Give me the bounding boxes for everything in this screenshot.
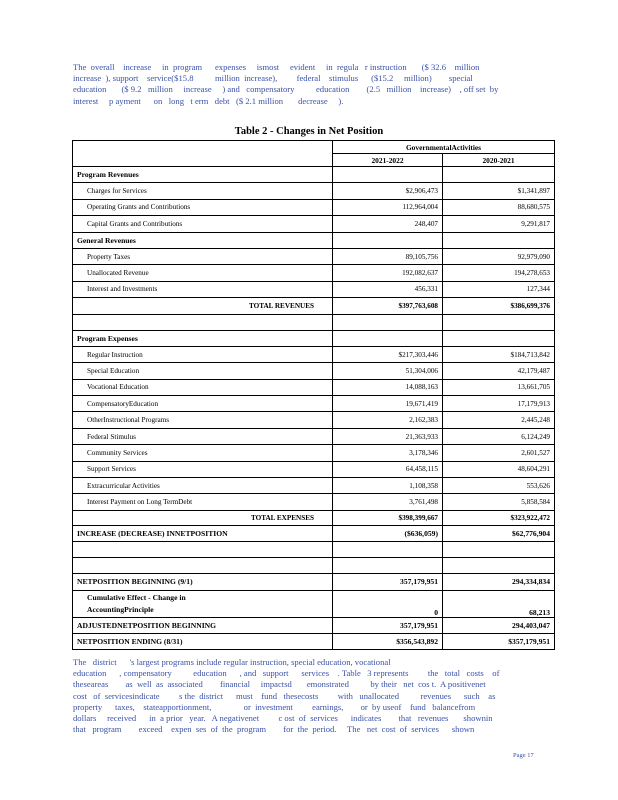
text-line: theseareas as well as associated financial impactsd emonstrated by their net cos t. A positivenet [73, 679, 486, 690]
row-current: 14,088,163 [333, 379, 443, 395]
text-line: education , compensatory education , and support services . Table 3 represents the total costs of [73, 668, 500, 679]
cumulative-label-line: AccountingPrinciple [87, 604, 154, 614]
row-current: 3,761,498 [333, 494, 443, 510]
total-expenses-row [73, 510, 555, 525]
row-current: 89,105,756 [333, 248, 443, 264]
beginning-current: 357,179,951 [333, 574, 443, 590]
row-prior: 13,661,705 [443, 379, 555, 395]
header-blank [73, 154, 333, 167]
row-label: Extracurricular Activities [73, 478, 333, 494]
row-label: Special Education [73, 363, 333, 379]
table-row [73, 216, 555, 232]
row-prior: 2,445,248 [443, 412, 555, 428]
row-current: 112,964,004 [333, 199, 443, 215]
row-label: Community Services [73, 445, 333, 461]
table-row [73, 396, 555, 412]
table-row [73, 412, 555, 428]
ending-prior: $357,179,951 [443, 633, 555, 649]
total-expenses-label: TOTAL EXPENSES [73, 510, 333, 525]
row-current: 51,304,006 [333, 363, 443, 379]
total-revenues-current: $397,763,608 [333, 298, 443, 314]
text-line: The overall increase in program expenses ismost evident in regula r instruction ($ 32.6 million [73, 62, 480, 72]
table-row [73, 183, 555, 199]
table-title: Table 2 - Changes in Net Position [234, 126, 384, 137]
row-label: Capital Grants and Contributions [73, 216, 333, 232]
intro-paragraph [73, 62, 543, 107]
row-label: Unallocated Revenue [73, 265, 333, 281]
change-prior: $62,776,904 [443, 525, 555, 541]
adjusted-net-position-row [73, 617, 555, 633]
row-prior: 194,278,653 [443, 265, 555, 281]
row-prior: $184,713,842 [443, 346, 555, 362]
header-row-group [73, 141, 555, 154]
row-prior: 553,626 [443, 478, 555, 494]
row-current: 456,331 [333, 281, 443, 297]
total-revenues-prior: $386,699,376 [443, 298, 555, 314]
section-row [73, 330, 555, 346]
row-current: 19,671,419 [333, 396, 443, 412]
row-prior: 6,124,249 [443, 428, 555, 444]
header-row-years [73, 154, 555, 167]
row-prior: 5,858,584 [443, 494, 555, 510]
text-line: education ($ 9.2 million increase ) and compensatory education (2.5 million increase) , off set by [73, 84, 499, 95]
table-row [73, 199, 555, 215]
row-label: Vocational Education [73, 379, 333, 395]
cumulative-prior: 68,213 [443, 590, 555, 617]
row-prior: $1,341,897 [443, 183, 555, 199]
row-current: 1,108,358 [333, 478, 443, 494]
ending-current: $356,543,892 [333, 633, 443, 649]
table-row [73, 363, 555, 379]
table-row [73, 281, 555, 297]
page-number: Page 17 [513, 752, 534, 759]
spacer-row [73, 558, 555, 574]
adjusted-prior: 294,403,047 [443, 617, 555, 633]
row-current: 3,178,346 [333, 445, 443, 461]
row-label: Property Taxes [73, 248, 333, 264]
row-label: OtherInstructional Programs [73, 412, 333, 428]
ending-net-position-row [73, 633, 555, 649]
group-header: GovernmentalActivities [333, 141, 555, 154]
net-position-table [72, 140, 555, 650]
total-revenues-label: TOTAL REVENUES [73, 298, 333, 314]
row-prior: 127,344 [443, 281, 555, 297]
table-row [73, 265, 555, 281]
row-current: 192,082,637 [333, 265, 443, 281]
row-current: 248,407 [333, 216, 443, 232]
header-blank [73, 141, 333, 154]
beginning-prior: 294,334,834 [443, 574, 555, 590]
cumulative-label-line: Cumulative Effect - Change in [87, 592, 186, 602]
text-line: interest p ayment on long t erm debt ($ 2.1 million decrease ). [73, 95, 344, 106]
row-label: Operating Grants and Contributions [73, 199, 333, 215]
text-line: dollars received in a prior year. A negativenet c ost of services indicates that revenues shownin [73, 713, 493, 724]
row-prior: 9,291,817 [443, 216, 555, 232]
text-line: cost of servicesindicate s the district must fund thesecosts with unallocated revenues such as [73, 690, 496, 701]
table-row [73, 379, 555, 395]
row-prior: 17,179,913 [443, 396, 555, 412]
row-prior: 88,680,575 [443, 199, 555, 215]
total-expenses-current: $398,399,667 [333, 510, 443, 525]
row-label: Interest Payment on Long TermDebt [73, 494, 333, 510]
table-row [73, 248, 555, 264]
cumulative-current: 0 [333, 590, 443, 617]
adjusted-current: 357,179,951 [333, 617, 443, 633]
table-row [73, 478, 555, 494]
table-row [73, 428, 555, 444]
row-label: Support Services [73, 461, 333, 477]
table-row [73, 461, 555, 477]
change-current: ($636,059) [333, 525, 443, 541]
section-row [73, 167, 555, 183]
table-row [73, 445, 555, 461]
row-label: Federal Stimulus [73, 428, 333, 444]
adjusted-label: ADJUSTEDNETPOSITION BEGINNING [73, 617, 333, 633]
text-line: that program exceed expen ses of the program for the period. The net cost of services shown [73, 724, 475, 735]
cumulative-label [73, 590, 333, 617]
row-label: CompensatoryEducation [73, 396, 333, 412]
row-current: $2,906,473 [333, 183, 443, 199]
row-label: Interest and Investments [73, 281, 333, 297]
total-revenues-row [73, 298, 555, 314]
section-row [73, 232, 555, 248]
row-label: Regular Instruction [73, 346, 333, 362]
row-prior: 48,604,291 [443, 461, 555, 477]
change-in-net-position-row [73, 525, 555, 541]
section-heading: Program Expenses [73, 330, 333, 346]
year-prior-header: 2020-2021 [443, 154, 555, 167]
row-current: 64,458,115 [333, 461, 443, 477]
beginning-net-position-row [73, 574, 555, 590]
year-current-header: 2021-2022 [333, 154, 443, 167]
spacer-row [73, 542, 555, 558]
section-heading: Program Revenues [73, 167, 333, 183]
row-current: 2,162,383 [333, 412, 443, 428]
text-line: increase ), support service($15.8 million increase), federal stimulus ($15.2 million) special [73, 73, 473, 84]
ending-label: NETPOSITION ENDING (8/31) [73, 633, 333, 649]
row-current: 21,363,933 [333, 428, 443, 444]
spacer-row [73, 314, 555, 330]
cumulative-effect-row [73, 590, 555, 617]
row-prior: 42,179,487 [443, 363, 555, 379]
table-row [73, 346, 555, 362]
row-prior: 92,979,090 [443, 248, 555, 264]
total-expenses-prior: $323,922,472 [443, 510, 555, 525]
change-label: INCREASE (DECREASE) INNETPOSITION [73, 525, 333, 541]
row-label: Charges for Services [73, 183, 333, 199]
row-current: $217,303,446 [333, 346, 443, 362]
closing-paragraph [73, 657, 543, 735]
text-line: The district 's largest programs include regular instruction, special education, vocational [73, 657, 391, 667]
row-prior: 2,601,527 [443, 445, 555, 461]
text-line: property taxes, stateapportionment, or investment earnings, or by useof fund balancefrom [73, 701, 476, 712]
table-row [73, 494, 555, 510]
section-heading: General Revenues [73, 232, 333, 248]
beginning-label: NETPOSITION BEGINNING (9/1) [73, 574, 333, 590]
